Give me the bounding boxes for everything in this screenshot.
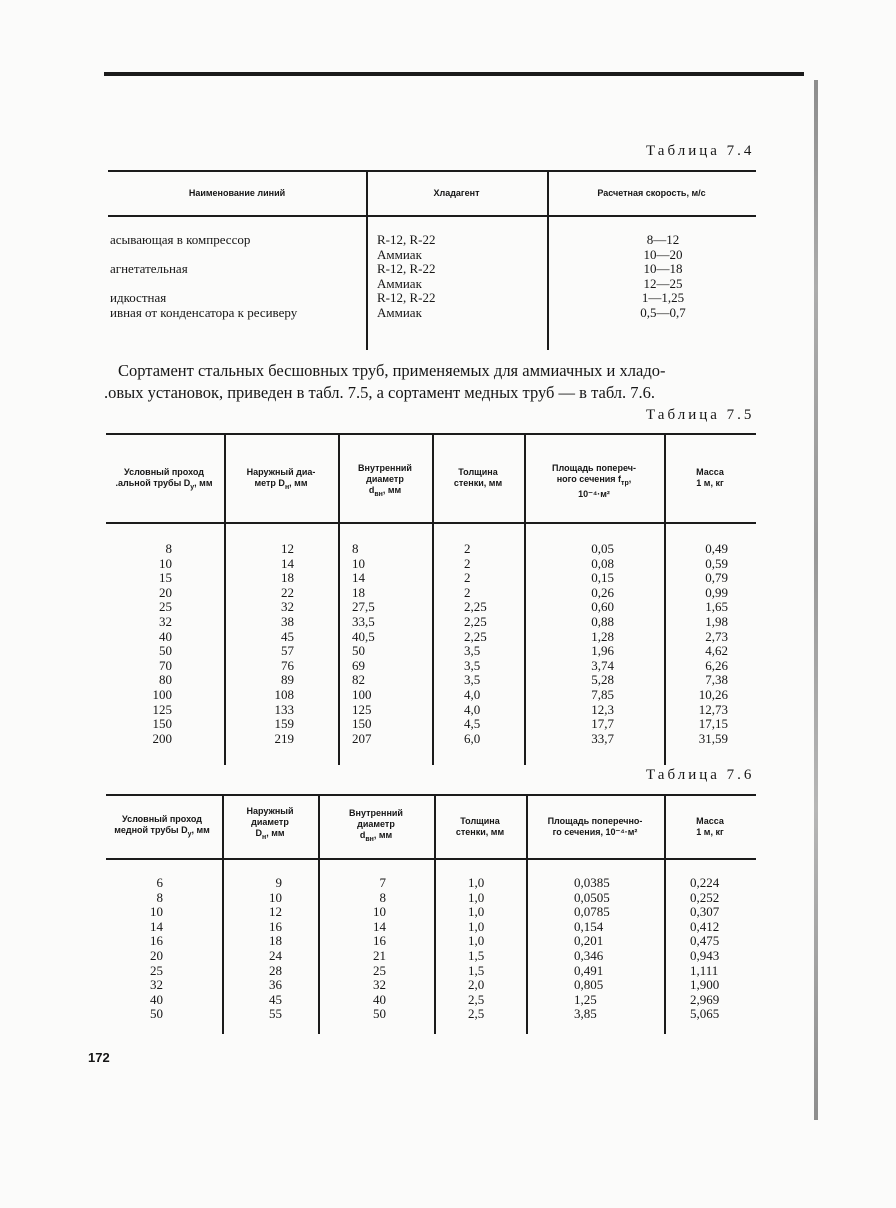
t75-header-cross-section: Площадь попереч- ного сечения $f_{тр}$, 10⁻⁴·м² xyxy=(552,463,636,499)
table75-nominal-bore: 100 xyxy=(152,687,172,702)
table76-nominal-bore: 40 xyxy=(150,991,163,1007)
table75-outer-diameter: 219 xyxy=(274,730,294,746)
table76-wall-thickness: 1,0 xyxy=(468,904,485,920)
table75-inner-diameter: 100 xyxy=(352,687,372,702)
t74-header-speed: Расчетная скорость, м/с xyxy=(597,188,706,198)
table76-nominal-bore: 10 xyxy=(150,904,163,920)
table76-wall-thickness: 1,5 xyxy=(468,948,485,963)
table76-cross-section: 0,0385 xyxy=(574,875,610,890)
table75-mass: 10,26 xyxy=(698,687,728,702)
table76-wall-thickness: 1,0 xyxy=(468,889,485,905)
table75-outer-diameter: 45 xyxy=(281,628,294,644)
table76-mass: 0,307 xyxy=(690,904,720,920)
table75-inner-diameter: 33,5 xyxy=(352,614,375,629)
table75-wall-thickness: 2 xyxy=(464,555,471,571)
table75-wall-thickness: 2 xyxy=(464,584,471,600)
table76-nominal-bore: 25 xyxy=(150,962,163,978)
table76-inner-diameter: 40 xyxy=(373,991,386,1007)
table75-mass: 6,26 xyxy=(705,657,728,673)
table75-inner-diameter: 14 xyxy=(352,570,365,586)
table75-wall-thickness: 4,0 xyxy=(464,687,481,702)
table76-cross-section: 0,0505 xyxy=(574,889,610,905)
t76-header-inner-diameter: Внутренний диаметр $d_{вн}$, мм xyxy=(349,808,403,843)
table76-wall-thickness: 1,0 xyxy=(468,875,485,890)
table75-wall-thickness: 4,0 xyxy=(464,701,481,717)
table76-mass: 2,969 xyxy=(690,991,720,1007)
t74-agent: Аммиак xyxy=(377,275,422,291)
t75-header-outer-diameter: Наружный диа- метр $D_н$, мм xyxy=(246,467,316,491)
table76-mass: 0,224 xyxy=(690,875,720,890)
table75-wall-thickness: 2,25 xyxy=(464,599,487,615)
t74-top-rule xyxy=(108,170,756,172)
table76-inner-diameter: 7 xyxy=(379,875,386,890)
table75-nominal-bore: 125 xyxy=(152,701,172,717)
t74-agent: R-12, R-22 xyxy=(377,232,436,247)
table75-outer-diameter: 22 xyxy=(281,584,294,600)
t74-line: агнетательная xyxy=(110,261,188,277)
table75-wall-thickness: 4,5 xyxy=(464,716,481,732)
table75-inner-diameter: 18 xyxy=(352,584,365,600)
table75-outer-diameter: 159 xyxy=(274,716,294,732)
table75-nominal-bore: 50 xyxy=(159,643,172,659)
table75-nominal-bore: 32 xyxy=(159,614,172,629)
table75-outer-diameter: 76 xyxy=(281,657,294,673)
table76-outer-diameter: 45 xyxy=(269,991,282,1007)
table76-inner-diameter: 50 xyxy=(373,1006,386,1022)
table75-mass: 31,59 xyxy=(698,730,728,746)
t74-speed: 1—1,25 xyxy=(641,290,685,306)
page-number: 172 xyxy=(88,1050,110,1065)
table75-mass: 4,62 xyxy=(705,643,728,659)
table76-nominal-bore: 8 xyxy=(156,889,163,905)
table76-inner-diameter: 8 xyxy=(379,889,386,905)
table75-nominal-bore: 80 xyxy=(159,672,172,688)
table76-cross-section: 0,805 xyxy=(574,977,604,993)
table75-inner-diameter: 40,5 xyxy=(352,628,375,644)
table76-mass: 0,252 xyxy=(690,889,720,905)
table75-cross-section: 5,28 xyxy=(591,672,614,688)
table75-outer-diameter: 89 xyxy=(281,672,294,688)
t76-header-wall-thickness: Толщина стенки, мм xyxy=(455,816,505,837)
t74-agent: Аммиак xyxy=(377,305,422,320)
table75-wall-thickness: 3,5 xyxy=(464,672,481,688)
table75-outer-diameter: 108 xyxy=(274,687,294,702)
table76-cross-section: 0,201 xyxy=(574,933,604,949)
table75-nominal-bore: 40 xyxy=(159,628,172,644)
table75-nominal-bore: 150 xyxy=(152,716,172,732)
table76-outer-diameter: 18 xyxy=(269,933,282,949)
table75-cross-section: 0,05 xyxy=(591,541,614,556)
table75-cross-section: 0,26 xyxy=(591,584,614,600)
table75-cross-section: 33,7 xyxy=(591,730,614,746)
table75-inner-diameter: 150 xyxy=(352,716,372,732)
table76-inner-diameter: 14 xyxy=(373,918,386,934)
table75-inner-diameter: 82 xyxy=(352,672,365,688)
t75-header-rule xyxy=(106,522,756,524)
t76-header-mass: Масса 1 м, кг xyxy=(696,816,724,837)
table75-outer-diameter: 32 xyxy=(281,599,294,615)
table75-inner-diameter: 50 xyxy=(352,643,365,659)
table-7-5-caption: Таблица 7.5 xyxy=(646,407,755,423)
table75-cross-section: 0,08 xyxy=(591,555,614,571)
table75-wall-thickness: 2 xyxy=(464,541,471,556)
table-7-4-caption: Таблица 7.4 xyxy=(646,143,755,159)
table75-wall-thickness: 6,0 xyxy=(464,730,481,746)
t74-speed: 10—20 xyxy=(643,246,683,262)
t74-speed: 10—18 xyxy=(643,261,683,277)
table76-outer-diameter: 55 xyxy=(269,1006,282,1022)
table75-cross-section: 0,15 xyxy=(591,570,614,586)
table75-mass: 0,79 xyxy=(705,570,728,586)
table75-cross-section: 17,7 xyxy=(591,716,614,732)
table76-wall-thickness: 2,5 xyxy=(468,991,485,1007)
table76-mass: 5,065 xyxy=(690,1006,720,1022)
table76-outer-diameter: 12 xyxy=(269,904,282,920)
table75-inner-diameter: 125 xyxy=(352,701,372,717)
table76-inner-diameter: 25 xyxy=(373,962,386,978)
table76-inner-diameter: 32 xyxy=(373,977,386,993)
table75-inner-diameter: 10 xyxy=(352,555,365,571)
table76-mass: 1,111 xyxy=(690,962,719,978)
table75-outer-diameter: 12 xyxy=(281,541,294,556)
table76-mass: 0,475 xyxy=(690,933,720,949)
table75-mass: 1,98 xyxy=(705,614,728,629)
t74-header-rule xyxy=(108,215,756,217)
table75-wall-thickness: 3,5 xyxy=(464,657,481,673)
table76-wall-thickness: 1,5 xyxy=(468,962,485,978)
table75-inner-diameter: 8 xyxy=(352,541,359,556)
table75-cross-section: 0,60 xyxy=(591,599,614,615)
scan-edge xyxy=(814,80,818,1120)
table75-cross-section: 3,74 xyxy=(591,657,614,673)
table76-wall-thickness: 1,0 xyxy=(468,918,485,934)
table76-cross-section: 1,25 xyxy=(574,991,597,1007)
table76-outer-diameter: 28 xyxy=(269,962,282,978)
table75-outer-diameter: 14 xyxy=(281,555,294,571)
table75-mass: 0,59 xyxy=(705,555,728,571)
paragraph-line: .овых установок, приведен в табл. 7.5, а сортамент медных труб — в табл. 7.6. xyxy=(104,383,656,402)
table76-inner-diameter: 16 xyxy=(373,933,386,949)
table76-inner-diameter: 10 xyxy=(373,904,386,920)
t76-top-rule xyxy=(106,794,756,796)
t74-agent: R-12, R-22 xyxy=(377,261,436,277)
table76-wall-thickness: 1,0 xyxy=(468,933,485,949)
table75-cross-section: 0,88 xyxy=(591,614,614,629)
table75-nominal-bore: 10 xyxy=(159,555,172,571)
table75-nominal-bore: 15 xyxy=(159,570,172,586)
table76-cross-section: 0,346 xyxy=(574,948,604,963)
paragraph-line: Сортамент стальных бесшовных труб, применяемых для аммиачных и хладо- xyxy=(118,361,666,380)
t75-header-wall-thickness: Толщина стенки, мм xyxy=(453,467,503,488)
table76-mass: 0,412 xyxy=(690,918,720,934)
table75-mass: 17,15 xyxy=(698,716,728,732)
table75-inner-diameter: 69 xyxy=(352,657,365,673)
table76-mass: 1,900 xyxy=(690,977,720,993)
table75-nominal-bore: 200 xyxy=(152,730,172,746)
t76-header-cross-section: Площадь поперечно- го сечения, 10⁻⁴·м² xyxy=(547,816,643,837)
table75-wall-thickness: 2,25 xyxy=(464,614,487,629)
t74-line: ивная от конденсатора к ресиверу xyxy=(110,305,298,320)
table76-outer-diameter: 24 xyxy=(269,948,282,963)
table75-mass: 0,49 xyxy=(705,541,728,556)
t75-header-inner-diameter: Внутренний диаметр $d_{вн}$, мм xyxy=(358,463,412,498)
table75-outer-diameter: 18 xyxy=(281,570,294,586)
table76-nominal-bore: 32 xyxy=(150,977,163,993)
table75-nominal-bore: 70 xyxy=(159,657,172,673)
table76-nominal-bore: 14 xyxy=(150,918,163,934)
table76-nominal-bore: 50 xyxy=(150,1006,163,1022)
table75-outer-diameter: 57 xyxy=(281,643,294,659)
t74-agent: Аммиак xyxy=(377,246,422,262)
table76-cross-section: 0,491 xyxy=(574,962,604,978)
table75-wall-thickness: 2 xyxy=(464,570,471,586)
table75-mass: 2,73 xyxy=(705,628,728,644)
table76-inner-diameter: 21 xyxy=(373,948,386,963)
t74-line: асывающая в компрессор xyxy=(110,232,251,247)
table-7-6-caption: Таблица 7.6 xyxy=(646,767,755,783)
t74-speed: 0,5—0,7 xyxy=(640,305,686,320)
table76-nominal-bore: 20 xyxy=(150,948,163,963)
t74-speed: 12—25 xyxy=(643,275,683,291)
table75-mass: 1,65 xyxy=(705,599,728,615)
table76-nominal-bore: 16 xyxy=(150,933,163,949)
table76-wall-thickness: 2,5 xyxy=(468,1006,485,1022)
t74-speed: 8—12 xyxy=(646,232,680,247)
table75-mass: 0,99 xyxy=(705,584,728,600)
table75-inner-diameter: 27,5 xyxy=(352,599,375,615)
t76-header-nominal-bore: Условный проход медной трубы $D_y$, мм xyxy=(114,814,210,838)
table75-cross-section: 1,96 xyxy=(591,643,614,659)
table76-nominal-bore: 6 xyxy=(156,875,163,890)
t75-header-mass: Масса 1 м, кг xyxy=(696,467,724,488)
table76-wall-thickness: 2,0 xyxy=(468,977,485,993)
table75-inner-diameter: 207 xyxy=(352,730,372,746)
table76-outer-diameter: 16 xyxy=(269,918,282,934)
table75-nominal-bore: 25 xyxy=(159,599,172,615)
t74-line: идкостная xyxy=(110,290,167,306)
t74-header-agent: Хладагент xyxy=(433,188,480,198)
table76-outer-diameter: 10 xyxy=(269,889,282,905)
table75-outer-diameter: 133 xyxy=(274,701,294,717)
t75-top-rule xyxy=(106,433,756,435)
table76-mass: 0,943 xyxy=(690,948,720,963)
t76-header-rule xyxy=(106,858,756,860)
t75-header-nominal-bore: Условный проход .альной трубы $D_y$, мм xyxy=(115,467,213,491)
table76-cross-section: 3,85 xyxy=(574,1006,597,1022)
table75-nominal-bore: 20 xyxy=(159,584,172,600)
table76-outer-diameter: 36 xyxy=(269,977,282,993)
top-rule xyxy=(104,72,804,76)
t74-header-line: Наименование линий xyxy=(188,188,286,198)
table75-wall-thickness: 3,5 xyxy=(464,643,481,659)
table76-cross-section: 0,0785 xyxy=(574,904,610,920)
table76-outer-diameter: 9 xyxy=(275,875,282,890)
table75-nominal-bore: 8 xyxy=(165,541,172,556)
table75-wall-thickness: 2,25 xyxy=(464,628,487,644)
t74-agent: R-12, R-22 xyxy=(377,290,436,306)
table76-cross-section: 0,154 xyxy=(574,918,604,934)
table75-cross-section: 1,28 xyxy=(591,628,614,644)
t76-header-outer-diameter: Наружный диаметр $D_н$, мм xyxy=(246,806,294,841)
table75-cross-section: 7,85 xyxy=(591,687,614,702)
table75-mass: 7,38 xyxy=(705,672,728,688)
table75-mass: 12,73 xyxy=(698,701,728,717)
table75-outer-diameter: 38 xyxy=(281,614,294,629)
table75-cross-section: 12,3 xyxy=(591,701,614,717)
